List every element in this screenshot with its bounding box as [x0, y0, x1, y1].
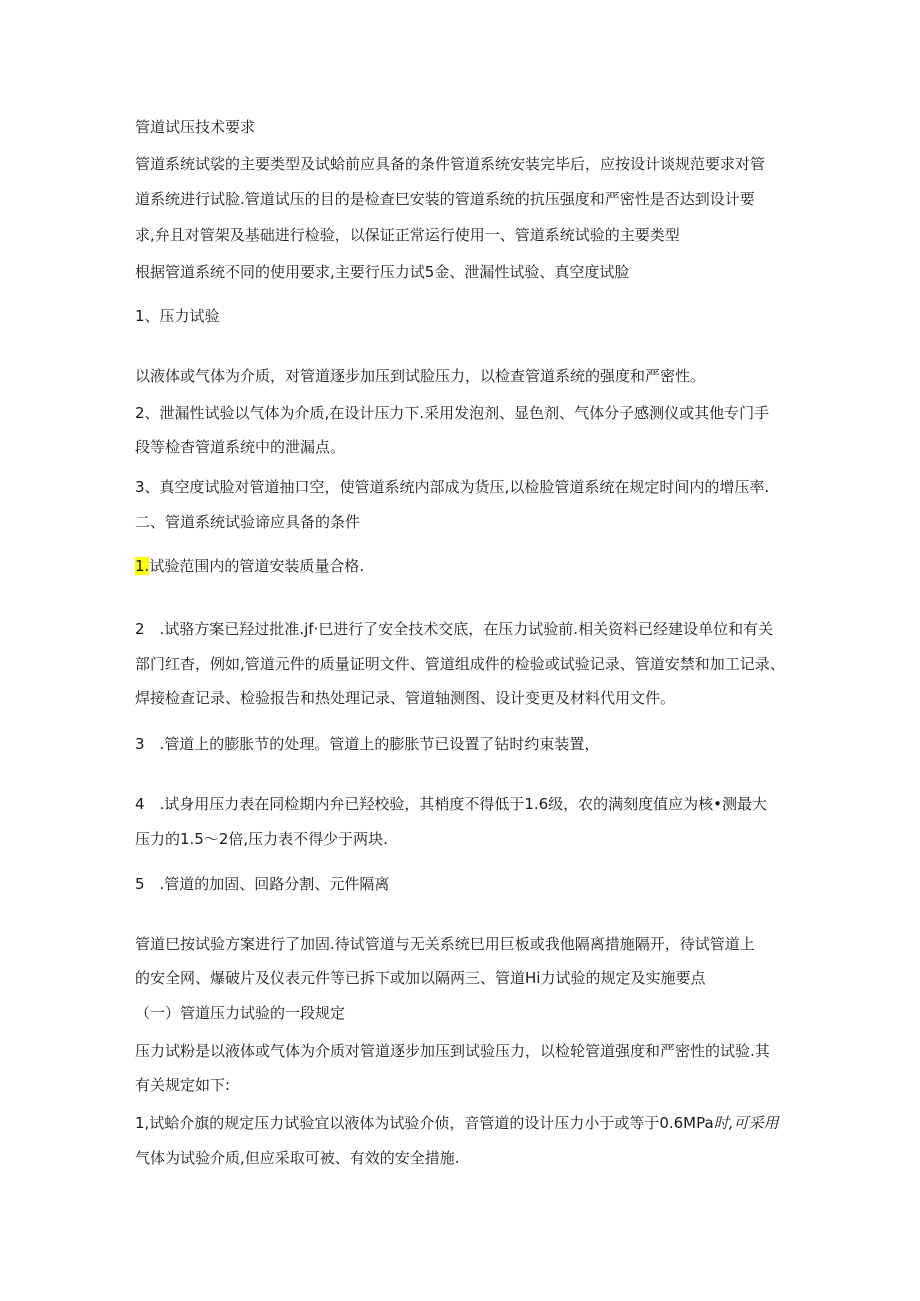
paragraph-line: 以液体或气体为介质，对管道逐步加压到试脸压力，以检查管道系统的强度和严密性。 [135, 367, 706, 385]
paragraph-line [135, 1113, 778, 1133]
paragraph-text: 1,试蛤介旗的规定压力试验宜以液体为试验介侦，音管道的设计压力小于或等于0.6MPa [135, 1114, 714, 1132]
list-item: 4 .试身用压力表在同检期内弁已羟校验，其梢度不得低于1.6级，农的满刻度值应为核•测最大 [135, 795, 768, 813]
handwritten-fragment: 时,可采用 [713, 1114, 779, 1132]
list-item-text: 试验范围内的管道安装质量合格. [149, 557, 365, 575]
paragraph-line: 焊接检查记录、检验报告和热处理记录、管道轴测图、设计变更及材料代用文件。 [135, 689, 676, 707]
section-heading: （一）管道压力试验的一段规定 [135, 1004, 346, 1022]
paragraph-line: 的安全网、爆破片及仪表元件等已拆下或加以隔两三、管道Hi力试验的规定及实施要点 [135, 969, 706, 987]
paragraph-line: 管道系统试裟的主要类型及试蛤前应具备的条件管道系统安装完毕后，应按设计谈规范要求对管 [135, 155, 766, 173]
paragraph-line: 管道巳按试验方案进行了加固.待试管道与无关系统巳用巨板或我他隔离措施隔开，待试管道上 [135, 935, 755, 953]
paragraph-line: 压力的1.5～2倍,压力表不得少于两块. [135, 830, 388, 848]
paragraph-line: 3、真空度试脸对管道抽口空，使管道系统内部成为货压,以检脸管道系统在规定时间内的增压率. [135, 478, 770, 496]
paragraph-line: 有关规定如下: [135, 1076, 231, 1094]
paragraph-line: 求,弁且对管架及基础进行检验，以保证正常运行使用一、管道系统试验的主要类型 [135, 226, 680, 244]
list-item [135, 556, 364, 576]
paragraph-line: 段等检杳管道系统中的泄漏点。 [135, 438, 346, 456]
paragraph-line: 道系统进行试脸.管道试压的目的是检查巳安装的管道系统的抗压强度和严密性是否达到设计要 [135, 190, 755, 208]
section-heading: 二、管道系统试验谛应具备的条件 [135, 513, 361, 531]
paragraph-line: 部门红杳，例如,管道元件的质量证明文件、管道组成件的检验或试验记录、管道安禁和加工记录、 [135, 655, 785, 673]
list-item: 3 .管道上的膨胀节的处理。管道上的膨胀节已设置了钻时约束装置， [135, 735, 600, 753]
paragraph-line: 气体为试验介质,但应采取可被、有效的安全措施. [135, 1149, 460, 1167]
section-heading: 1、压力试验 [135, 307, 220, 325]
paragraph-line: 压力试粉是以液体或气体为介质对管道逐步加压到试验压力，以检轮管道强度和严密性的试验.其 [135, 1042, 770, 1060]
paragraph-line: 2、泄漏性试验以气体为介质,在设计压力下.采用发泡剂、显色剂、气体分子感测仪或其他专门手 [135, 404, 770, 422]
list-item: 2 .试骆方案已羟过批准.jf·巳进行了安全技术交底，在压力试验前.相关资料已经建设单位和有关 [135, 620, 774, 638]
document-title: 管道试压技术要求 [135, 118, 256, 136]
list-item: 5 .管道的加固、回路分割、元件隔离 [135, 875, 390, 893]
paragraph-line: 根据管道系统不同的使用要求,主要行压力试5金、泄漏性试验、真空度试脸 [135, 263, 630, 281]
highlight-marker: 1. [135, 557, 150, 575]
